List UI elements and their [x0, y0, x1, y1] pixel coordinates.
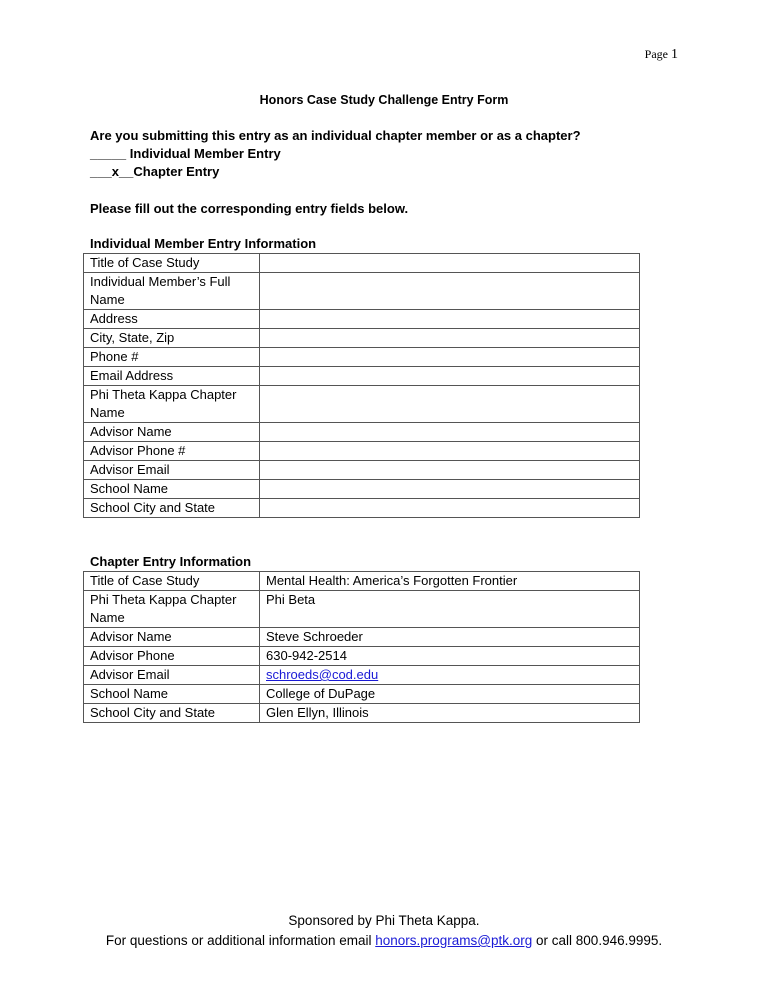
- field-label: School City and State: [84, 499, 260, 518]
- table-row: [84, 329, 640, 348]
- form-title: Honors Case Study Challenge Entry Form: [259, 93, 509, 107]
- entry-type-question: Are you submitting this entry as an individual chapter member or as a chapter?: [90, 128, 581, 143]
- table-row: [84, 647, 640, 666]
- table-row: [84, 685, 640, 704]
- table-row: [84, 310, 640, 329]
- field-value[interactable]: [260, 367, 640, 386]
- field-value[interactable]: [260, 329, 640, 348]
- field-label: Advisor Name: [84, 423, 260, 442]
- field-value[interactable]: [260, 499, 640, 518]
- table-row: [84, 704, 640, 723]
- field-value[interactable]: College of DuPage: [260, 685, 640, 704]
- field-label: Advisor Phone: [84, 647, 260, 666]
- table-row: [84, 480, 640, 499]
- footer-email-link[interactable]: honors.programs@ptk.org: [375, 933, 533, 948]
- field-value[interactable]: [260, 348, 640, 367]
- table-row: [84, 461, 640, 480]
- field-value[interactable]: 630-942-2514: [260, 647, 640, 666]
- field-label: City, State, Zip: [84, 329, 260, 348]
- table-row: [84, 572, 640, 591]
- field-label: School Name: [84, 685, 260, 704]
- field-label: Title of Case Study: [84, 254, 260, 273]
- field-label: Advisor Phone #: [84, 442, 260, 461]
- footer-contact-suffix: or call 800.946.9995.: [532, 933, 663, 948]
- page-number-value: 1: [671, 47, 678, 62]
- field-label: Advisor Email: [84, 666, 260, 685]
- table-row: [84, 591, 640, 628]
- field-label: Advisor Name: [84, 628, 260, 647]
- instructions: Please fill out the corresponding entry fields below.: [90, 201, 409, 216]
- field-label: Address: [84, 310, 260, 329]
- table-row: [84, 348, 640, 367]
- field-value[interactable]: Glen Ellyn, Illinois: [260, 704, 640, 723]
- field-label: Email Address: [84, 367, 260, 386]
- field-value[interactable]: Steve Schroeder: [260, 628, 640, 647]
- field-label: School City and State: [84, 704, 260, 723]
- field-value[interactable]: Mental Health: America’s Forgotten Frontier: [260, 572, 640, 591]
- footer-sponsor: Sponsored by Phi Theta Kappa.: [288, 913, 480, 928]
- chapter-section-heading: Chapter Entry Information: [90, 554, 252, 569]
- footer-contact-prefix: For questions or additional information email: [105, 933, 376, 948]
- field-value[interactable]: [260, 273, 640, 310]
- field-value[interactable]: [260, 461, 640, 480]
- field-label: School Name: [84, 480, 260, 499]
- individual-section-heading: Individual Member Entry Information: [90, 236, 317, 251]
- field-value[interactable]: [260, 480, 640, 499]
- field-label: Individual Member’s Full Name: [84, 273, 260, 310]
- page-number: [645, 47, 678, 63]
- field-label: Phi Theta Kappa Chapter Name: [84, 386, 260, 423]
- table-row: [84, 499, 640, 518]
- field-label: Phone #: [84, 348, 260, 367]
- table-row: [84, 442, 640, 461]
- field-value[interactable]: [260, 423, 640, 442]
- field-value[interactable]: Phi Beta: [260, 591, 640, 628]
- footer-contact: [0, 931, 768, 951]
- field-value[interactable]: [260, 386, 640, 423]
- table-row: [84, 273, 640, 310]
- table-row: [84, 666, 640, 685]
- individual-entry-option[interactable]: _____ Individual Member Entry: [90, 146, 281, 161]
- chapter-entry-option[interactable]: ___x__Chapter Entry: [90, 164, 220, 179]
- field-value[interactable]: [260, 310, 640, 329]
- chapter-entry-table: [83, 571, 640, 723]
- individual-entry-table: [83, 253, 640, 518]
- table-row: [84, 628, 640, 647]
- table-row: [84, 254, 640, 273]
- field-label: Advisor Email: [84, 461, 260, 480]
- field-label: Title of Case Study: [84, 572, 260, 591]
- field-value[interactable]: [260, 254, 640, 273]
- table-row: [84, 367, 640, 386]
- advisor-email-link[interactable]: schroeds@cod.edu: [266, 667, 379, 682]
- field-value[interactable]: [260, 666, 640, 685]
- field-value[interactable]: [260, 442, 640, 461]
- page-label: Page: [644, 47, 668, 61]
- table-row: [84, 386, 640, 423]
- field-label: Phi Theta Kappa Chapter Name: [84, 591, 260, 628]
- table-row: [84, 423, 640, 442]
